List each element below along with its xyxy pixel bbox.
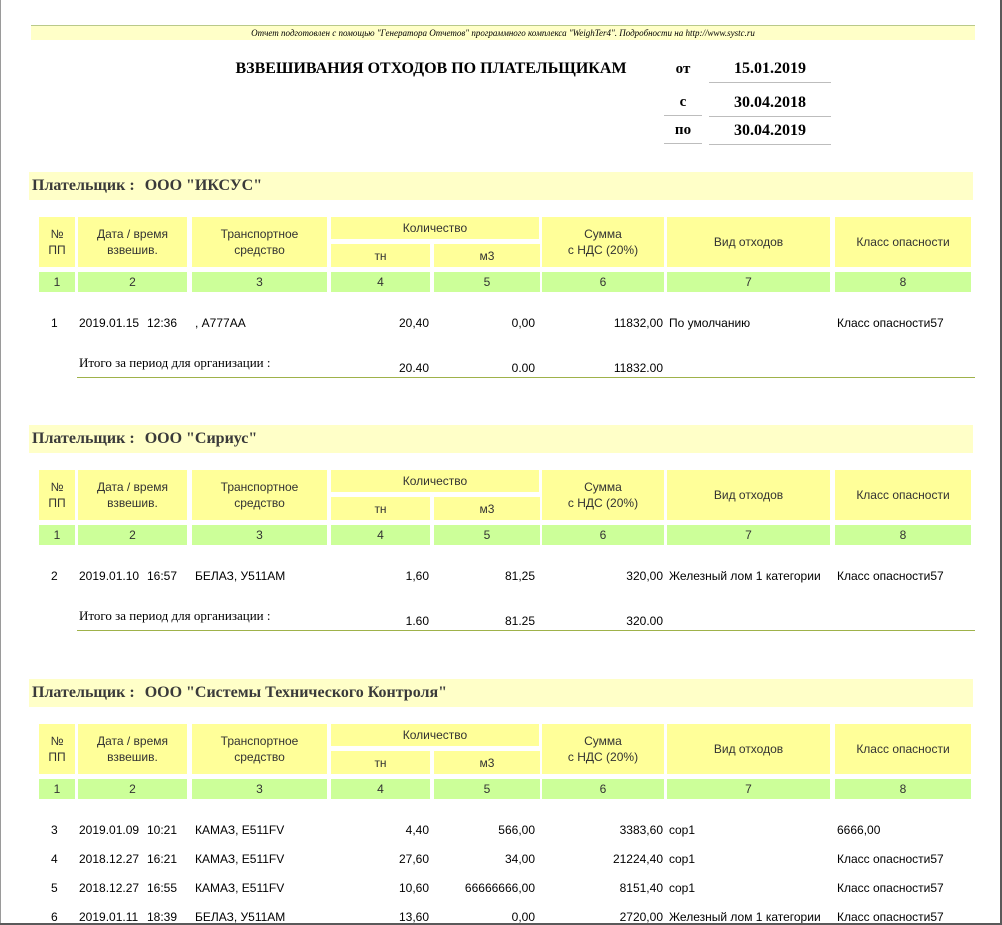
total-tn: 1.60 xyxy=(405,614,429,628)
col-header-class: Класс опасности xyxy=(835,217,971,267)
row-m3: 81,25 xyxy=(504,569,535,583)
col-number-cell: 6 xyxy=(542,272,664,292)
total-underline xyxy=(77,377,975,378)
payer-header xyxy=(29,172,973,200)
date-start-value: 30.04.2018 xyxy=(709,94,831,117)
col-header-class: Класс опасности xyxy=(835,470,971,520)
row-vehicle: , А777АА xyxy=(195,316,246,330)
row-time: 16:21 xyxy=(147,852,178,866)
col-header-quantity: Количество xyxy=(331,217,539,239)
date-from-value: 15.01.2019 xyxy=(709,60,831,83)
row-waste: Железный лом 1 категории xyxy=(669,569,821,583)
total-label: Итого за период для организации : xyxy=(79,608,271,623)
report-title: ВЗВЕШИВАНИЯ ОТХОДОВ ПО ПЛАТЕЛЬЩИКАМ xyxy=(235,60,627,77)
row-waste: Железный лом 1 категории xyxy=(669,910,821,924)
row-vehicle: КАМАЗ, Е511FV xyxy=(195,823,285,837)
col-number-cell: 1 xyxy=(39,525,75,545)
total-tn: 20.40 xyxy=(398,361,429,375)
row-class: 6666,00 xyxy=(837,823,881,837)
table-row xyxy=(1,880,1001,896)
row-date: 2019.01.15 xyxy=(79,316,140,330)
col-number-cell: 5 xyxy=(434,779,540,799)
row-sum: 320,00 xyxy=(626,569,663,583)
row-number: 4 xyxy=(51,852,58,866)
payer-name: ООО "ИКСУС" xyxy=(144,177,263,194)
row-m3: 0,00 xyxy=(511,316,535,330)
col-number-cell: 5 xyxy=(434,272,540,292)
row-time: 16:57 xyxy=(147,569,178,583)
total-label: Итого за период для организации : xyxy=(79,355,271,370)
col-header-sum: Сумма с НДС (20%) xyxy=(542,470,664,520)
row-date: 2018.12.27 xyxy=(79,852,140,866)
row-tn: 27,60 xyxy=(398,852,429,866)
col-number-cell: 7 xyxy=(667,779,830,799)
col-header-datetime: Дата / время взвешив. xyxy=(78,470,187,520)
col-header-sum: Сумма с НДС (20%) xyxy=(542,724,664,774)
row-m3: 566,00 xyxy=(498,823,535,837)
row-tn: 20,40 xyxy=(398,316,429,330)
col-header-waste: Вид отходов xyxy=(667,470,830,520)
row-vehicle: КАМАЗ, Е511FV xyxy=(195,881,285,895)
col-header-waste: Вид отходов xyxy=(667,724,830,774)
col-header-vehicle: Транспортное средство xyxy=(192,470,327,520)
row-time: 10:21 xyxy=(147,823,178,837)
col-header-waste: Вид отходов xyxy=(667,217,830,267)
table-row xyxy=(1,568,1001,584)
report-banner: Отчет подготовлен с помощью "Генератора Отчетов" программного комплекса "WeighTer4". Подробности на http://www.systc.ru xyxy=(31,25,975,40)
row-waste: cop1 xyxy=(669,823,696,837)
row-date: 2019.01.10 xyxy=(79,569,140,583)
row-sum: 8151,40 xyxy=(619,881,663,895)
col-number-cell: 3 xyxy=(192,525,327,545)
col-header-tn: тн xyxy=(331,751,430,774)
row-tn: 13,60 xyxy=(398,910,429,924)
row-number: 1 xyxy=(51,316,58,330)
col-header-vehicle: Транспортное средство xyxy=(192,724,327,774)
row-tn: 1,60 xyxy=(405,569,429,583)
payer-name: ООО "Сириус" xyxy=(144,430,258,447)
payer-header xyxy=(29,679,973,707)
payer-label: Плательщик : xyxy=(32,177,135,194)
col-header-tn: тн xyxy=(331,497,430,520)
row-class: Класс опасности57 xyxy=(837,910,944,924)
col-number-cell: 8 xyxy=(835,779,971,799)
col-header-num: № ПП xyxy=(39,217,75,267)
col-number-cell: 3 xyxy=(192,779,327,799)
col-header-datetime: Дата / время взвешив. xyxy=(78,217,187,267)
row-m3: 66666666,00 xyxy=(464,881,535,895)
col-number-cell: 4 xyxy=(331,779,430,799)
col-header-m3: м3 xyxy=(434,244,540,267)
col-header-tn: тн xyxy=(331,244,430,267)
total-row xyxy=(1,608,1001,629)
col-header-num: № ПП xyxy=(39,724,75,774)
row-time: 16:55 xyxy=(147,881,178,895)
col-number-cell: 7 xyxy=(667,525,830,545)
row-tn: 4,40 xyxy=(405,823,429,837)
col-number-cell: 2 xyxy=(78,525,187,545)
col-number-cell: 4 xyxy=(331,525,430,545)
row-class: Класс опасности57 xyxy=(837,569,944,583)
total-sum: 11832.00 xyxy=(613,361,663,375)
col-header-quantity: Количество xyxy=(331,724,539,746)
table-row xyxy=(1,315,1001,331)
date-end-value: 30.04.2019 xyxy=(709,122,831,145)
row-class: Класс опасности57 xyxy=(837,881,944,895)
row-sum: 21224,40 xyxy=(612,852,663,866)
payer-label: Плательщик : xyxy=(32,684,135,701)
col-header-quantity: Количество xyxy=(331,470,539,492)
row-vehicle: БЕЛАЗ, У511АМ xyxy=(195,910,286,924)
row-waste: По умолчанию xyxy=(669,316,751,330)
col-header-sum: Сумма с НДС (20%) xyxy=(542,217,664,267)
row-number: 3 xyxy=(51,823,58,837)
col-number-cell: 1 xyxy=(39,779,75,799)
row-vehicle: БЕЛАЗ, У511АМ xyxy=(195,569,286,583)
row-date: 2019.01.11 xyxy=(79,910,139,924)
payer-label: Плательщик : xyxy=(32,430,135,447)
col-header-m3: м3 xyxy=(434,497,540,520)
row-m3: 34,00 xyxy=(504,852,535,866)
row-vehicle: КАМАЗ, Е511FV xyxy=(195,852,285,866)
row-date: 2019.01.09 xyxy=(79,823,140,837)
col-number-cell: 3 xyxy=(192,272,327,292)
row-number: 2 xyxy=(51,569,58,583)
total-m3: 0.00 xyxy=(511,361,535,375)
col-header-datetime: Дата / время взвешив. xyxy=(78,724,187,774)
total-underline xyxy=(77,630,975,631)
total-m3: 81.25 xyxy=(504,614,535,628)
col-header-num: № ПП xyxy=(39,470,75,520)
col-number-cell: 6 xyxy=(542,525,664,545)
row-number: 6 xyxy=(51,910,58,924)
row-sum: 2720,00 xyxy=(619,910,663,924)
row-tn: 10,60 xyxy=(398,881,429,895)
date-end-label: по xyxy=(664,122,702,144)
col-number-cell: 2 xyxy=(78,779,187,799)
row-class: Класс опасности57 xyxy=(837,852,944,866)
payer-name: ООО "Системы Технического Контроля" xyxy=(144,684,447,701)
table-row xyxy=(1,822,1001,838)
payer-header xyxy=(29,425,973,453)
date-from-label: от xyxy=(675,61,691,77)
col-number-cell: 5 xyxy=(434,525,540,545)
col-number-cell: 4 xyxy=(331,272,430,292)
col-number-cell: 8 xyxy=(835,272,971,292)
total-row xyxy=(1,355,1001,376)
row-waste: cop1 xyxy=(669,881,696,895)
table-row xyxy=(1,909,1001,924)
row-number: 5 xyxy=(51,881,58,895)
col-header-m3: м3 xyxy=(434,751,540,774)
row-class: Класс опасности57 xyxy=(837,316,944,330)
col-number-cell: 1 xyxy=(39,272,75,292)
col-number-cell: 7 xyxy=(667,272,830,292)
row-sum: 11832,00 xyxy=(613,316,663,330)
row-waste: cop1 xyxy=(669,852,696,866)
col-number-cell: 6 xyxy=(542,779,664,799)
row-sum: 3383,60 xyxy=(619,823,663,837)
table-row xyxy=(1,851,1001,867)
col-header-class: Класс опасности xyxy=(835,724,971,774)
col-header-vehicle: Транспортное средство xyxy=(192,217,327,267)
col-number-cell: 8 xyxy=(835,525,971,545)
col-number-cell: 2 xyxy=(78,272,187,292)
row-time: 18:39 xyxy=(147,910,178,924)
row-time: 12:36 xyxy=(147,316,178,330)
row-date: 2018.12.27 xyxy=(79,881,140,895)
date-start-label: с xyxy=(664,94,702,116)
row-m3: 0,00 xyxy=(511,910,535,924)
total-sum: 320.00 xyxy=(626,614,663,628)
